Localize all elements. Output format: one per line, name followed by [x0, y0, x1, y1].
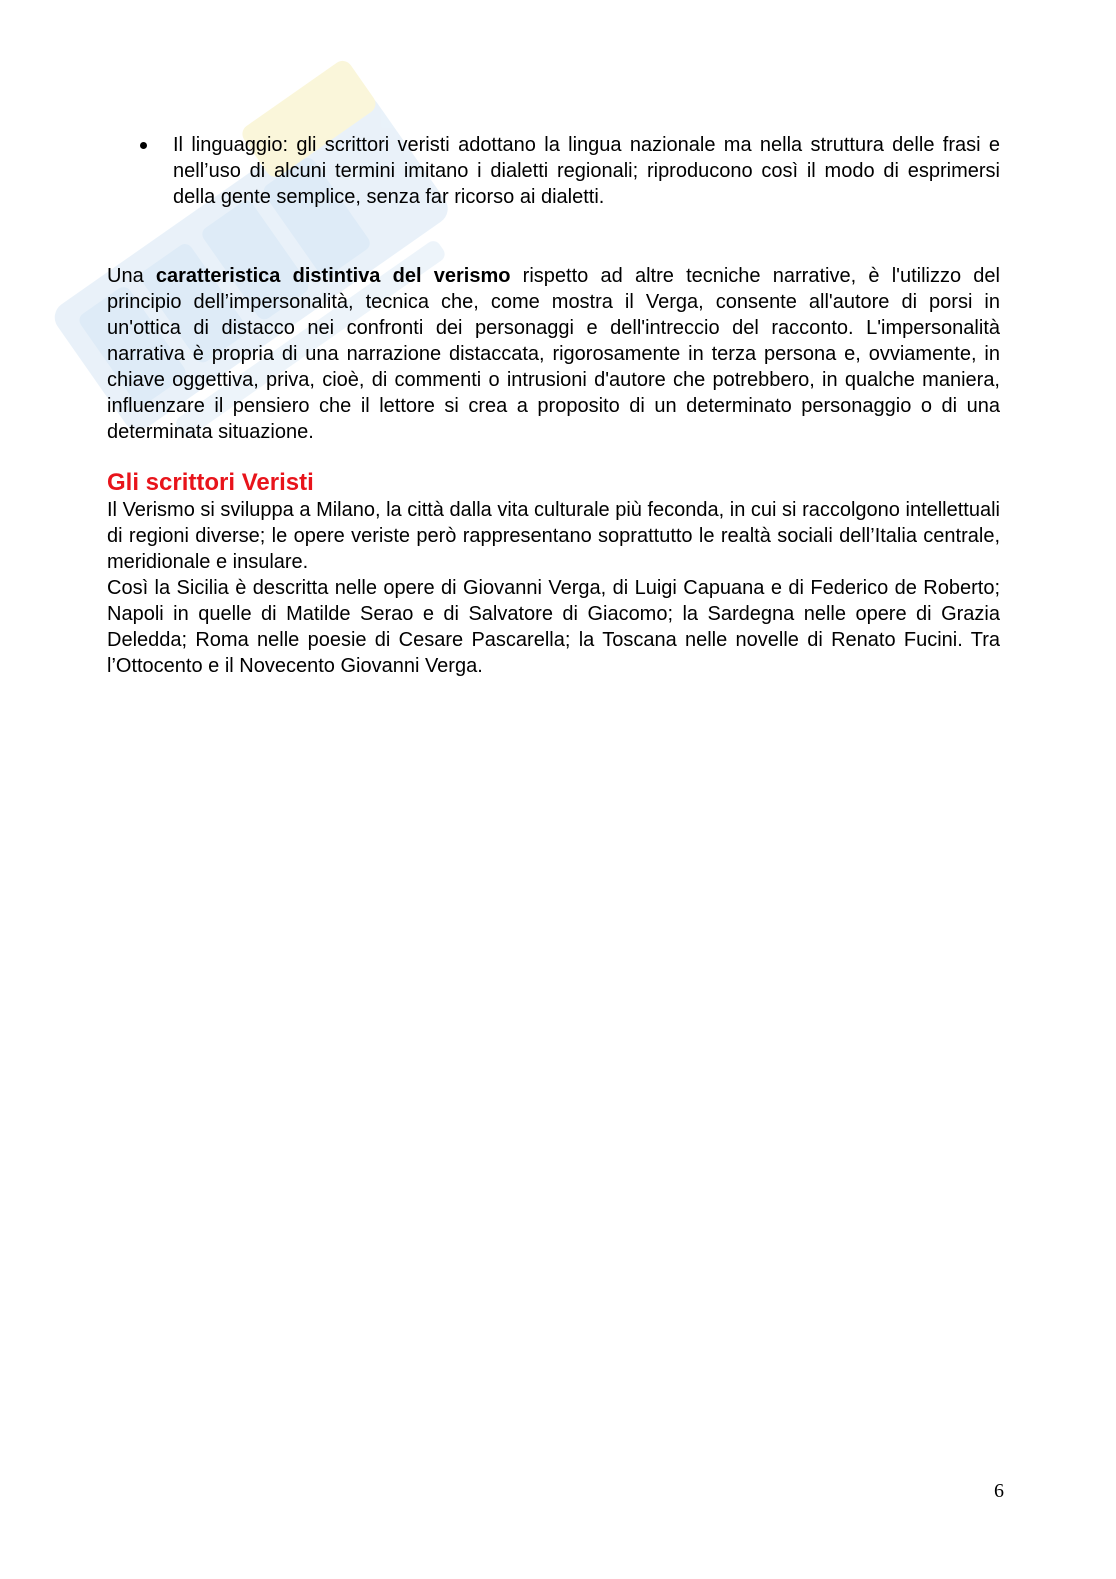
intro-paragraph	[107, 263, 1000, 445]
list-item	[107, 132, 1000, 210]
intro-lead-text: Una	[107, 265, 156, 287]
intro-bold-text: caratteristica distintiva del verismo	[155, 265, 511, 287]
section-paragraph: Così la Sicilia è descritta nelle opere di Giovanni Verga, di Luigi Capuana e di Federico de Roberto; Napoli in quelle di Matilde Serao e di Salvatore di Giacomo; la Sardegna nelle opere di Grazia Deledda; Roma nelle poesie di Cesare Pascarella; la Toscana nelle novelle di Renato Fucini. Tra l’Ottocento e il Novecento Giovanni Verga.	[107, 577, 1000, 677]
list-item-text: Il linguaggio: gli scrittori veristi adottano la lingua nazionale ma nella struttura delle frasi e nell’uso di alcuni termini imitano i dialetti regionali; riproducono così il modo di esprimersi della gente semplice, senza far ricorso ai dialetti.	[173, 134, 1000, 208]
document-body	[107, 132, 1000, 679]
bullet-list	[107, 132, 1000, 210]
section-paragraph: Il Verismo si sviluppa a Milano, la città dalla vita culturale più feconda, in cui si raccolgono intellettuali di regioni diverse; le opere veriste però rappresentano soprattutto le realtà sociali dell’Italia centrale, meridionale e insulare.	[107, 499, 1000, 573]
page-number: 6	[994, 1480, 1004, 1502]
section-heading: Gli scrittori Veristi	[107, 469, 314, 496]
bullet-icon	[140, 142, 147, 149]
intro-rest-text: rispetto ad altre tecniche narrative, è l'utilizzo del principio dell’impersonalità, tecnica che, come mostra il Verga, consente all'autore di porsi in un'ottica di distacco nei confronti dei personaggi e dell'intreccio del racconto. L'impersonalità narrativa è propria di una narrazione distaccata, rigorosamente in terza persona e, ovviamente, in chiave oggettiva, priva, cioè, di commenti o intrusioni d'autore che potrebbero, in qualche maniera, influenzare il pensiero che il lettore si crea a proposito di un determinato personaggio o di una determinata situazione.	[107, 265, 1000, 443]
